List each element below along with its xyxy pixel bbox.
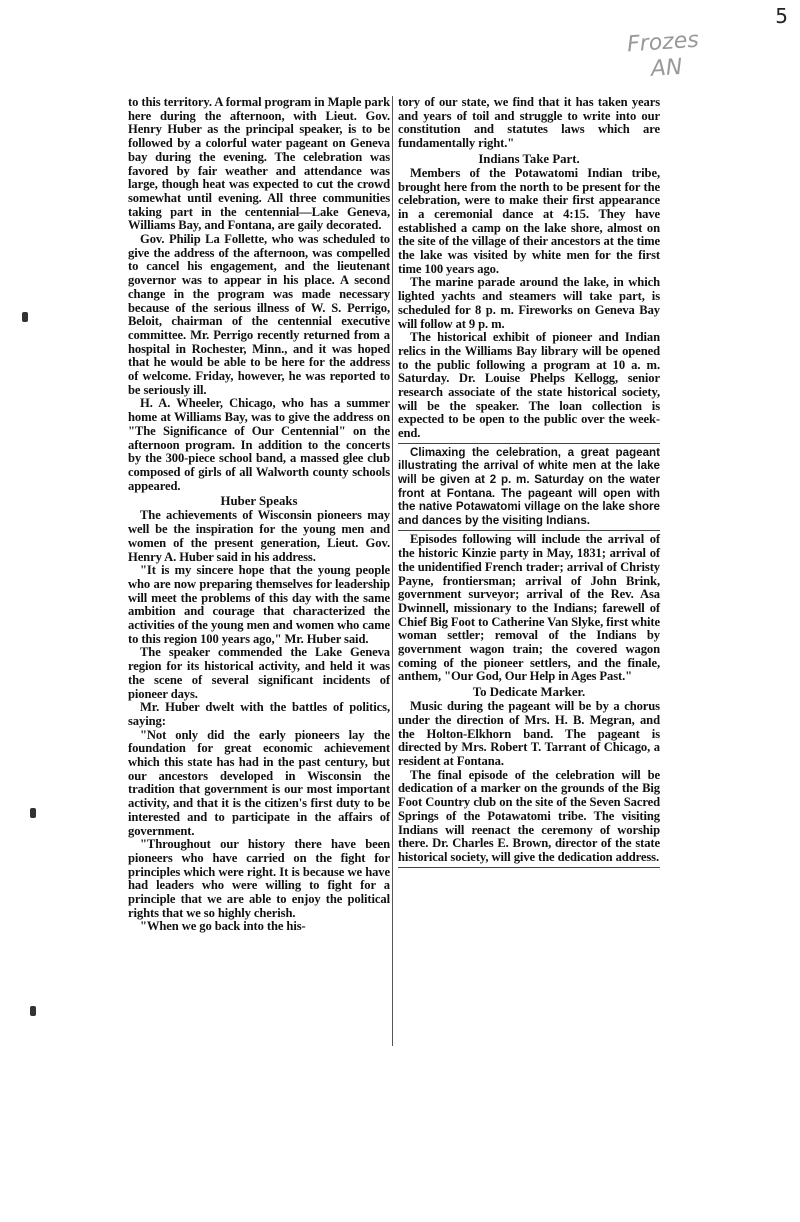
bold-pageant-paragraph: Climaxing the celebration, a great pageant illustrating the arrival of white men at the lake will be given at 2 p. m. Saturday on the water front at Fontana. The pageant will open with the native Potawatomi village on the lake shore and dances by the visiting Indians. (398, 445, 660, 527)
article-paragraph: "When we go back into the his- (140, 919, 306, 934)
article-paragraph: Music during the pageant will be by a chorus under the direction of Mrs. H. B. Megran, and the Holton-Elkhorn band. The pageant is directed by Mrs. Robert T. Tarrant of Chicago, a resident at Fontana. (398, 699, 660, 768)
article-paragraph: Gov. Philip La Follette, who was scheduled to give the address of the afternoon, was compelled to cancel his engagement, and the lieutenant governor was to appear in his place. A second change in the program was made necessary because of the serious illness of W. S. Perrigo, Beloit, chairman of the centennial executive committee. Mr. Perrigo recently returned from a hospital in Rochester, Minn., and it was hoped that he would be able to be here for the address of welcome. Friday, however, he was reported to be seriously ill. (128, 232, 390, 397)
margin-mark (22, 312, 28, 322)
page-number: 5 (775, 4, 788, 28)
separator-line (398, 530, 660, 531)
article-paragraph: The marine parade around the lake, in which lighted yachts and steamers will take part, is scheduled for 8 p. m. Fireworks on Geneva Bay will follow at 9 p. m. (398, 275, 660, 331)
newspaper-clipping (120, 96, 665, 1178)
article-paragraph: The achievements of Wisconsin pioneers may well be the inspiration for the young men and women of the present generation, Lieut. Gov. Henry A. Huber said in his address. (128, 508, 390, 564)
article-paragraph: tory of our state, we find that it has taken years and years of toil and struggle to write into our constitution and statutes laws which are fundamentally right." (398, 95, 660, 151)
article-paragraph: The historical exhibit of pioneer and Indian relics in the Williams Bay library will be opened to the public following a program at 10 a. m. Saturday. Dr. Louise Phelps Kellogg, senior research associate of the state historical society, will be the speaker. The loan collection is expected to be open to the public over the week-end. (398, 330, 660, 441)
column-divider (392, 96, 393, 1046)
article-paragraph: Episodes following will include the arrival of the historic Kinzie party in May, 1831; arrival of the unidentified French trader; arrival of Christy Payne, frontiersman; arrival of John Brink, government surveyor; arrival of the Rev. Asa Dwinnell, missionary to the Indians; farewell of Chief Big Foot to Catherine Van Slyke, first white woman settler; removal of the Indians by government wagon train; the covered wagon coming of the pioneer settlers, and the finale, anthem, "Our God, Our Help in Ages Past." (398, 532, 660, 684)
article-paragraph: "It is my sincere hope that the young people who are now preparing themselves for leadership will meet the problems of this day with the same ambition and courage that characterized the activities of the young men and women who came to this region 100 years ago," Mr. Huber said. (128, 563, 390, 646)
article-paragraph: "Not only did the early pioneers lay the foundation for great economic achievement which this state has had in the past century, but our ancestors developed in Wisconsin the tradition that government is our most important activity, and that it is the citizen's first duty to be interested and to participate in the affairs of government. (128, 727, 390, 838)
article-paragraph: H. A. Wheeler, Chicago, who has a summer home at Williams Bay, was to give the address on "The Significance of Our Centennial" on the afternoon program. In addition to the concerts by the 300-piece school band, a massed glee club composed of girls of all Walworth county schools appeared. (128, 396, 390, 493)
article-paragraph: "Throughout our history there have been pioneers who have carried on the fight for principles which were right. It is because we have had leaders who were willing to fight for a principle that we are able to enjoy the political rights that we so highly cherish. (128, 837, 390, 920)
right-column (398, 96, 660, 870)
article-paragraph: The speaker commended the Lake Geneva region for its historical activity, and held it was the scene of several significant incidents of pioneer days. (128, 645, 390, 701)
left-column (128, 96, 390, 934)
margin-mark (30, 808, 36, 818)
end-of-article-rule (398, 867, 660, 868)
subheading-to-dedicate-marker: To Dedicate Marker. (472, 685, 586, 700)
margin-mark (30, 1006, 36, 1016)
subheading-huber-speaks: Huber Speaks (220, 494, 298, 509)
handwritten-note-line-2: AN (650, 54, 684, 82)
handwritten-note-line-1: Frozes (626, 27, 700, 58)
article-paragraph: Members of the Potawatomi Indian tribe, brought here from the north to be present for the celebration, were to make their first appearance in a ceremonial dance at 4:15. They have established a camp on the lake shore, almost on the site of the village of their ancestors at the time the lake was visited by white men for the first time 100 years ago. (398, 165, 660, 276)
handwritten-annotation (626, 28, 701, 85)
article-paragraph: Mr. Huber dwelt with the battles of politics, saying: (128, 700, 390, 728)
subheading-indians-take-part: Indians Take Part. (478, 151, 580, 166)
article-paragraph: The final episode of the celebration will be dedication of a marker on the grounds of the Big Foot Country club on the site of the Seven Sacred Springs of the Potawatomi tribe. The visiting Indians will reenact the ceremony of worship there. Dr. Charles E. Brown, director of the state historical society, will give the dedication address. (398, 767, 660, 864)
separator-line (398, 443, 660, 444)
article-paragraph: to this territory. A formal program in Maple park here during the afternoon, with Lieut. Gov. Henry Huber as the principal speaker, is to be followed by a colorful water pageant on Geneva bay during the evening. The celebration was favored by fair weather and attendance was large, though heat was expected to cut the crowd somewhat until evening. All three communities taking part in the centennial—Lake Geneva, Williams Bay, and Fontana, are gaily decorated. (128, 95, 390, 233)
